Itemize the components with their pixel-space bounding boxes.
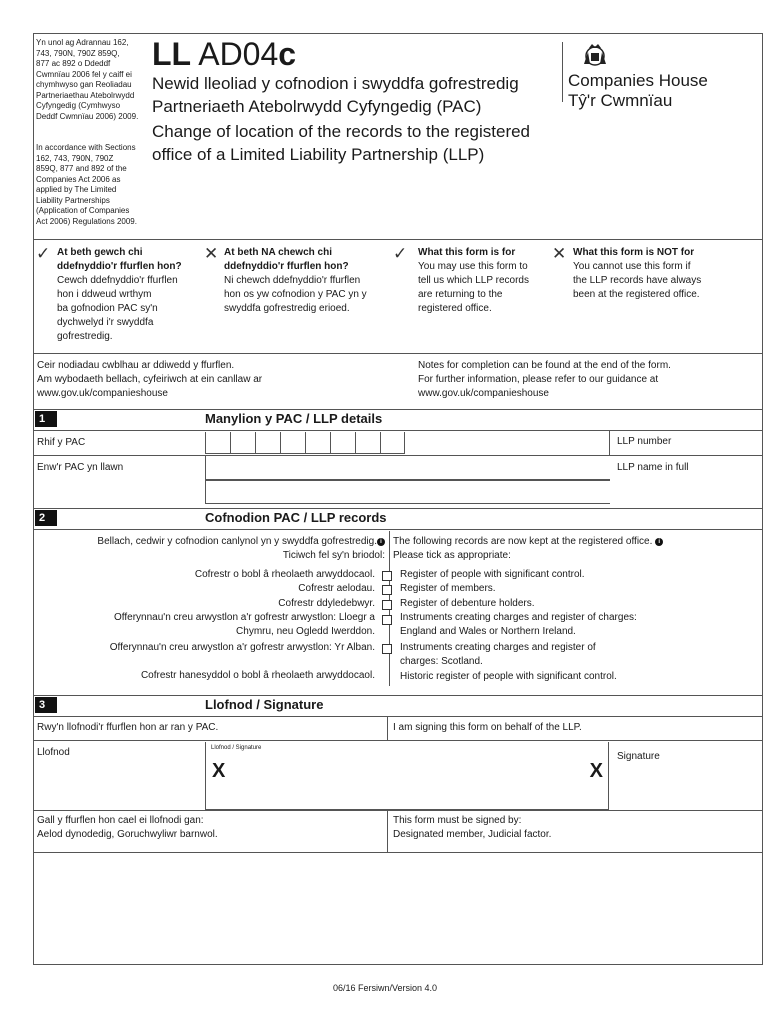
record-label-en: Register of members. — [400, 583, 496, 594]
record-label-en: Register of people with significant control. — [400, 569, 585, 580]
divider — [387, 716, 388, 740]
signature-label-en: Signature — [617, 751, 660, 762]
guidance-cannot-cy: At beth NA chewch chi ddefnyddio'r ffurflen hon? Ni chewch ddefnyddio'r ffurflen hon os yw cofnodion y PAC yn y swyddfa gofrestredig erioed. — [224, 247, 367, 314]
llp-name-field-line2[interactable] — [205, 480, 610, 504]
record-label-cy: Cofrestr ddyledebwyr. — [278, 598, 375, 609]
cross-icon: ✕ — [204, 244, 219, 263]
section-number: 1 — [35, 411, 57, 427]
divider — [33, 740, 763, 741]
tick-icon: ✓ — [36, 244, 51, 263]
signing-intro-cy: Rwy'n llofnodi'r ffurflen hon ar ran y PAC. — [37, 722, 219, 733]
record-label-cy: Cofrestr aelodau. — [298, 583, 375, 594]
record-label-cy: Offerynnau'n creu arwystlon a'r gofrestr arwystlon: Lloegr a Chymru, neu Ogledd Iwerddon. — [114, 612, 375, 637]
record-label-en: Instruments creating charges and register of charges: England and Wales or Northern Ireland. — [400, 612, 637, 637]
tick-icon: ✓ — [393, 244, 408, 263]
llp-name-label-en: LLP name in full — [617, 462, 689, 473]
divider — [33, 852, 763, 853]
section-number: 3 — [35, 697, 57, 713]
record-checkbox-charges-scotland[interactable] — [382, 644, 392, 654]
divider — [33, 529, 763, 530]
record-label-cy: Offerynnau'n creu arwystlon a'r gofrestr arwystlon: Yr Alban. — [109, 642, 375, 653]
logo-divider — [562, 42, 563, 102]
llp-number-field[interactable] — [205, 432, 405, 454]
record-checkbox-members[interactable] — [382, 585, 392, 595]
notes-cy: Ceir nodiadau cwblhau ar ddiwedd y ffurflen. Am wybodaeth bellach, cyfeiriwch at ein canllaw ar www.gov.uk/companieshouse — [37, 360, 263, 399]
record-checkbox-debenture[interactable] — [382, 600, 392, 610]
record-label-en: Register of debenture holders. — [400, 598, 535, 609]
signature-label-cy: Llofnod — [37, 747, 70, 758]
divider — [33, 810, 763, 811]
legal-basis-cy: Yn unol ag Adrannau 162, 743, 790N, 790Z 859Q, 877 ac 892 o Ddeddf Cwmnïau 2006 fel y caiff ei chymhwyso gan Reoliadau Partneriaethau Atebolrwydd Cyfyngedig (Cymhwyso Deddf Cwmnïau 2006) 2009. — [36, 38, 139, 121]
info-icon: i — [655, 538, 663, 546]
signers-en: This form must be signed by: Designated member, Judicial factor. — [393, 815, 552, 840]
signature-mark: X — [212, 760, 226, 782]
footer-version: 06/16 Fersiwn/Version 4.0 — [332, 983, 438, 993]
record-label-cy: Cofrestr o bobl â rheolaeth arwyddocaol. — [194, 569, 375, 580]
legal-basis-en: In accordance with Sections 162, 743, 790N, 790Z 859Q, 877 and 892 of the Companies Act 2006 as applied by The Limited Liability Partnerships (Application of Companies Act 2006) Regulations 2009. — [36, 143, 137, 226]
divider — [33, 508, 763, 509]
section-title: Manylion y PAC / LLP details — [205, 411, 383, 426]
form-code: LL AD04c — [152, 36, 297, 72]
section-title: Cofnodion PAC / LLP records — [205, 510, 387, 525]
divider — [33, 430, 763, 431]
signing-intro-en: I am signing this form on behalf of the LLP. — [393, 722, 582, 733]
divider — [33, 353, 763, 354]
divider — [33, 716, 763, 717]
guidance-cannot-en: What this form is NOT for You cannot use this form if the LLP records have always been at the registered office. — [573, 247, 702, 300]
guidance-can-en: What this form is for You may use this form to tell us which LLP records are returning to the registered office. — [418, 247, 529, 314]
llp-number-label-cy: Rhif y PAC — [37, 437, 86, 448]
record-label-cy: Cofrestr hanesyddol o bobl â rheolaeth arwyddocaol. — [140, 670, 375, 681]
divider — [33, 239, 763, 240]
divider — [33, 695, 763, 696]
section-title: Llofnod / Signature — [205, 697, 324, 712]
record-checkbox-psc[interactable] — [382, 571, 392, 581]
records-intro-en: The following records are now kept at the registered office. i Please tick as appropriate: — [393, 535, 753, 563]
signers-cy: Gall y ffurflen hon cael ei llofnodi gan: Aelod dynodedig, Goruchwyliwr barnwol. — [37, 815, 218, 840]
llp-name-field-line1[interactable] — [205, 456, 610, 480]
form-title-cy: Newid lleoliad y cofnodion i swyddfa gofrestredig Partneriaeth Atebolrwydd Cyfyngedig (PAC) — [152, 74, 519, 116]
record-label-en: Instruments creating charges and register of charges: Scotland. — [400, 642, 596, 667]
signature-mark: X — [589, 760, 603, 782]
form-title-en: Change of location of the records to the registered office of a Limited Liability Partnership (LLP) — [152, 122, 531, 164]
record-label-en: Historic register of people with significant control. — [400, 671, 617, 682]
cross-icon: ✕ — [552, 244, 567, 263]
signature-box-caption: Llofnod / Signature — [211, 745, 262, 751]
records-intro-cy: Bellach, cedwir y cofnodion canlynol yn y swyddfa gofrestredig. i Ticiwch fel sy'n briodol: — [97, 536, 385, 561]
divider — [387, 810, 388, 852]
divider — [33, 409, 763, 410]
record-checkbox-charges-ew-ni[interactable] — [382, 615, 392, 625]
guidance-can-cy: At beth gewch chi ddefnyddio'r ffurflen hon? Cewch ddefnyddio'r ffurflen hon i ddweud wrthym ba gofnodion PAC sy'n dychwelyd i'r swyddfa gofrestredig. — [57, 247, 182, 342]
section-number: 2 — [35, 510, 57, 526]
llp-number-label-en: LLP number — [617, 436, 672, 447]
logo-text: Companies House Tŷ'r Cwmnïau — [568, 71, 708, 110]
royal-crest-icon — [580, 40, 610, 70]
info-icon: i — [377, 538, 385, 546]
llp-name-label-cy: Enw'r PAC yn llawn — [37, 462, 124, 473]
notes-en: Notes for completion can be found at the end of the form. For further information, please refer to our guidance at www.gov.uk/companieshouse — [418, 360, 671, 399]
signature-field[interactable] — [205, 742, 609, 810]
